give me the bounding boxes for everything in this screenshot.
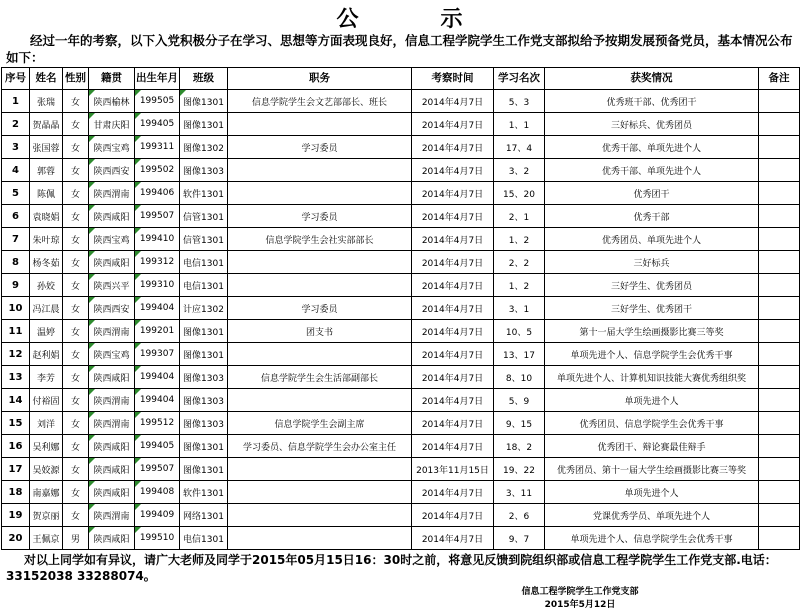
cell-awards: 单项先进个人、计算机知识技能大赛优秀组织奖 — [545, 366, 759, 389]
cell-date: 2014年4月7日 — [412, 136, 494, 159]
cell-name: 赵利娟 — [30, 343, 63, 366]
table-row — [2, 297, 800, 320]
cell-date: 2014年4月7日 — [412, 366, 494, 389]
cell-remark — [759, 504, 800, 527]
cell-birth: 199406 — [135, 182, 180, 205]
cell-gender: 女 — [63, 297, 89, 320]
cell-date: 2014年4月7日 — [412, 481, 494, 504]
table-row — [2, 435, 800, 458]
cell-rank: 2、1 — [494, 205, 545, 228]
cell-name: 孙姣 — [30, 274, 63, 297]
cell-position: 学习委员、信息学院学生会办公室主任 — [228, 435, 412, 458]
cell-no: 5 — [2, 182, 30, 205]
cell-name: 南嘉娜 — [30, 481, 63, 504]
cell-origin: 陕西渭南 — [89, 412, 135, 435]
cell-awards: 第十一届大学生绘画摄影比赛三等奖 — [545, 320, 759, 343]
cell-origin: 陕西咸阳 — [89, 251, 135, 274]
page-title: 公 示 — [336, 6, 465, 32]
cell-class: 网络1301 — [180, 504, 228, 527]
cell-awards: 三好学生、优秀团干 — [545, 297, 759, 320]
cell-gender: 女 — [63, 320, 89, 343]
cell-name: 贺晶晶 — [30, 113, 63, 136]
cell-no: 12 — [2, 343, 30, 366]
cell-birth: 199505 — [135, 90, 180, 113]
table-row — [2, 228, 800, 251]
cell-awards: 单项先进个人 — [545, 481, 759, 504]
cell-gender: 女 — [63, 182, 89, 205]
cell-rank: 1、2 — [494, 274, 545, 297]
table-row — [2, 481, 800, 504]
header-date: 考察时间 — [412, 68, 494, 90]
cell-position: 学习委员 — [228, 136, 412, 159]
cell-remark — [759, 458, 800, 481]
cell-remark — [759, 228, 800, 251]
cell-class: 图像1302 — [180, 136, 228, 159]
header-birth: 出生年月 — [135, 68, 180, 90]
cell-birth: 199512 — [135, 412, 180, 435]
cell-class: 图像1301 — [180, 458, 228, 481]
cell-no: 7 — [2, 228, 30, 251]
table-row — [2, 251, 800, 274]
header-no: 序号 — [2, 68, 30, 90]
table-row — [2, 412, 800, 435]
header-rank: 学习名次 — [494, 68, 545, 90]
cell-awards: 优秀干部、单项先进个人 — [545, 159, 759, 182]
cell-rank: 3、11 — [494, 481, 545, 504]
cell-origin: 陕西咸阳 — [89, 527, 135, 550]
cell-date: 2014年4月7日 — [412, 435, 494, 458]
cell-awards: 优秀团干、辩论赛最佳辩手 — [545, 435, 759, 458]
cell-remark — [759, 343, 800, 366]
cell-awards: 单项先进个人 — [545, 389, 759, 412]
cell-origin: 陕西宝鸡 — [89, 343, 135, 366]
cell-awards: 单项先进个人、信息学院学生会优秀干事 — [545, 527, 759, 550]
cell-birth: 199510 — [135, 527, 180, 550]
cell-position — [228, 343, 412, 366]
cell-position: 信息学院学生会文艺部部长、班长 — [228, 90, 412, 113]
cell-rank: 2、6 — [494, 504, 545, 527]
cell-gender: 女 — [63, 412, 89, 435]
cell-date: 2014年4月7日 — [412, 182, 494, 205]
signature-org: 信息工程学院学生工作党支部 — [521, 587, 639, 597]
cell-position — [228, 159, 412, 182]
cell-position — [228, 389, 412, 412]
table-row — [2, 274, 800, 297]
cell-remark — [759, 435, 800, 458]
header-name: 姓名 — [30, 68, 63, 90]
cell-gender: 女 — [63, 90, 89, 113]
table-header-row — [2, 68, 800, 90]
cell-gender: 女 — [63, 251, 89, 274]
cell-class: 软件1301 — [180, 481, 228, 504]
header-position: 职务 — [228, 68, 412, 90]
cell-position: 信息学院学生会副主席 — [228, 412, 412, 435]
cell-origin: 陕西咸阳 — [89, 481, 135, 504]
cell-rank: 9、15 — [494, 412, 545, 435]
cell-gender: 女 — [63, 159, 89, 182]
cell-class: 图像1303 — [180, 412, 228, 435]
cell-gender: 女 — [63, 274, 89, 297]
cell-class: 图像1301 — [180, 90, 228, 113]
cell-gender: 女 — [63, 205, 89, 228]
header-awards: 获奖情况 — [545, 68, 759, 90]
cell-origin: 陕西宝鸡 — [89, 228, 135, 251]
cell-remark — [759, 182, 800, 205]
cell-position: 信息学院学生会社实部部长 — [228, 228, 412, 251]
cell-origin: 陕西宝鸡 — [89, 136, 135, 159]
cell-date: 2014年4月7日 — [412, 320, 494, 343]
cell-no: 16 — [2, 435, 30, 458]
cell-rank: 1、1 — [494, 113, 545, 136]
cell-name: 陈佩 — [30, 182, 63, 205]
cell-date: 2014年4月7日 — [412, 274, 494, 297]
cell-no: 2 — [2, 113, 30, 136]
cell-no: 14 — [2, 389, 30, 412]
cell-no: 9 — [2, 274, 30, 297]
intro-paragraph: 经过一年的考察，以下入党积极分子在学习、思想等方面表现良好，信息工程学院学生工作党支部拟给予按期发展预备党员，基本情况公布如下： — [6, 33, 793, 65]
header-origin: 籍贯 — [89, 68, 135, 90]
cell-position: 团支书 — [228, 320, 412, 343]
cell-birth: 199201 — [135, 320, 180, 343]
cell-origin: 陕西咸阳 — [89, 205, 135, 228]
cell-no: 6 — [2, 205, 30, 228]
cell-birth: 199404 — [135, 389, 180, 412]
cell-gender: 女 — [63, 389, 89, 412]
cell-origin: 陕西渭南 — [89, 320, 135, 343]
cell-birth: 199405 — [135, 435, 180, 458]
cell-rank: 15、20 — [494, 182, 545, 205]
cell-position — [228, 251, 412, 274]
cell-rank: 17、4 — [494, 136, 545, 159]
cell-class: 软件1301 — [180, 182, 228, 205]
cell-position — [228, 504, 412, 527]
cell-no: 4 — [2, 159, 30, 182]
table-row — [2, 389, 800, 412]
cell-birth: 199410 — [135, 228, 180, 251]
cell-no: 11 — [2, 320, 30, 343]
cell-position — [228, 274, 412, 297]
table-row — [2, 504, 800, 527]
table-row — [2, 205, 800, 228]
cell-date: 2014年4月7日 — [412, 412, 494, 435]
cell-awards: 三好标兵 — [545, 251, 759, 274]
cell-awards: 优秀团员、第十一届大学生绘画摄影比赛三等奖 — [545, 458, 759, 481]
cell-birth: 199502 — [135, 159, 180, 182]
cell-class: 图像1301 — [180, 343, 228, 366]
cell-class: 信管1301 — [180, 228, 228, 251]
cell-birth: 199409 — [135, 504, 180, 527]
cell-gender: 女 — [63, 228, 89, 251]
cell-name: 王佩京 — [30, 527, 63, 550]
cell-remark — [759, 412, 800, 435]
cell-birth: 199405 — [135, 113, 180, 136]
cell-remark — [759, 527, 800, 550]
cell-position: 学习委员 — [228, 297, 412, 320]
table-row — [2, 90, 800, 113]
cell-awards: 优秀团员、信息学院学生会优秀干事 — [545, 412, 759, 435]
cell-name: 吴姣源 — [30, 458, 63, 481]
cell-remark — [759, 481, 800, 504]
cell-gender: 女 — [63, 435, 89, 458]
cell-position: 学习委员 — [228, 205, 412, 228]
cell-date: 2014年4月7日 — [412, 343, 494, 366]
signature-date: 2015年5月12日 — [544, 600, 616, 610]
cell-name: 郭蓉 — [30, 159, 63, 182]
cell-remark — [759, 389, 800, 412]
cell-class: 图像1303 — [180, 366, 228, 389]
cell-birth: 199307 — [135, 343, 180, 366]
cell-birth: 199404 — [135, 366, 180, 389]
header-class: 班级 — [180, 68, 228, 90]
cell-date: 2014年4月7日 — [412, 159, 494, 182]
cell-awards: 优秀团干 — [545, 182, 759, 205]
cell-birth: 199310 — [135, 274, 180, 297]
cell-date: 2013年11月15日 — [412, 458, 494, 481]
cell-no: 15 — [2, 412, 30, 435]
cell-awards: 党课优秀学员、单项先进个人 — [545, 504, 759, 527]
cell-origin: 陕西渭南 — [89, 389, 135, 412]
cell-date: 2014年4月7日 — [412, 113, 494, 136]
table-row — [2, 527, 800, 550]
table-row — [2, 113, 800, 136]
cell-no: 18 — [2, 481, 30, 504]
cell-birth: 199507 — [135, 205, 180, 228]
cell-name: 付裕固 — [30, 389, 63, 412]
cell-origin: 陕西榆林 — [89, 90, 135, 113]
cell-name: 刘洋 — [30, 412, 63, 435]
cell-class: 图像1301 — [180, 320, 228, 343]
table-row — [2, 343, 800, 366]
cell-position — [228, 481, 412, 504]
cell-remark — [759, 251, 800, 274]
cell-name: 朱叶琼 — [30, 228, 63, 251]
cell-date: 2014年4月7日 — [412, 90, 494, 113]
cell-name: 张国蓉 — [30, 136, 63, 159]
cell-position — [228, 527, 412, 550]
cell-remark — [759, 136, 800, 159]
cell-gender: 男 — [63, 527, 89, 550]
cell-origin: 陕西西安 — [89, 159, 135, 182]
cell-rank: 18、2 — [494, 435, 545, 458]
cell-rank: 8、10 — [494, 366, 545, 389]
cell-position — [228, 182, 412, 205]
cell-remark — [759, 320, 800, 343]
cell-rank: 5、9 — [494, 389, 545, 412]
cell-name: 贺京丽 — [30, 504, 63, 527]
cell-gender: 女 — [63, 343, 89, 366]
cell-no: 1 — [2, 90, 30, 113]
cell-name: 张瑞 — [30, 90, 63, 113]
cell-birth: 199312 — [135, 251, 180, 274]
cell-birth: 199408 — [135, 481, 180, 504]
cell-birth: 199404 — [135, 297, 180, 320]
cell-remark — [759, 113, 800, 136]
cell-rank: 3、2 — [494, 159, 545, 182]
cell-class: 计应1302 — [180, 297, 228, 320]
cell-name: 袁晓娟 — [30, 205, 63, 228]
cell-rank: 2、2 — [494, 251, 545, 274]
cell-rank: 9、7 — [494, 527, 545, 550]
cell-no: 20 — [2, 527, 30, 550]
cell-rank: 19、22 — [494, 458, 545, 481]
cell-awards: 优秀干部、单项先进个人 — [545, 136, 759, 159]
cell-date: 2014年4月7日 — [412, 205, 494, 228]
candidate-table — [1, 67, 800, 550]
cell-name: 李芳 — [30, 366, 63, 389]
cell-class: 图像1303 — [180, 389, 228, 412]
cell-remark — [759, 274, 800, 297]
cell-date: 2014年4月7日 — [412, 527, 494, 550]
header-remark: 备注 — [759, 68, 800, 90]
cell-origin: 陕西渭南 — [89, 504, 135, 527]
cell-origin: 陕西西安 — [89, 297, 135, 320]
cell-name: 吴利娜 — [30, 435, 63, 458]
cell-position — [228, 113, 412, 136]
cell-gender: 女 — [63, 136, 89, 159]
cell-name: 冯江晨 — [30, 297, 63, 320]
header-gender: 性别 — [63, 68, 89, 90]
cell-gender: 女 — [63, 504, 89, 527]
cell-gender: 女 — [63, 481, 89, 504]
cell-date: 2014年4月7日 — [412, 504, 494, 527]
objection-notice: 对以上同学如有异议，请广大老师及同学于2015年05月15日16：30时之前，将意见反馈到院组织部或信息工程学院学生工作党支部.电话：33152038 33288074。 — [6, 553, 777, 583]
cell-gender: 女 — [63, 366, 89, 389]
table-row — [2, 320, 800, 343]
table-row — [2, 458, 800, 481]
cell-class: 图像1301 — [180, 435, 228, 458]
cell-birth: 199311 — [135, 136, 180, 159]
cell-awards: 三好学生、优秀团员 — [545, 274, 759, 297]
cell-remark — [759, 90, 800, 113]
cell-position: 信息学院学生会生活部副部长 — [228, 366, 412, 389]
cell-class: 图像1303 — [180, 159, 228, 182]
cell-class: 电信1301 — [180, 251, 228, 274]
cell-awards: 单项先进个人、信息学院学生会优秀干事 — [545, 343, 759, 366]
cell-rank: 3、1 — [494, 297, 545, 320]
cell-origin: 陕西兴平 — [89, 274, 135, 297]
table-row — [2, 366, 800, 389]
cell-origin: 甘肃庆阳 — [89, 113, 135, 136]
cell-date: 2014年4月7日 — [412, 389, 494, 412]
cell-awards: 三好标兵、优秀团员 — [545, 113, 759, 136]
cell-date: 2014年4月7日 — [412, 297, 494, 320]
cell-rank: 13、17 — [494, 343, 545, 366]
cell-awards: 优秀班干部、优秀团干 — [545, 90, 759, 113]
cell-remark — [759, 297, 800, 320]
cell-no: 3 — [2, 136, 30, 159]
cell-birth: 199507 — [135, 458, 180, 481]
table-body — [2, 90, 800, 550]
cell-origin: 陕西咸阳 — [89, 458, 135, 481]
cell-remark — [759, 205, 800, 228]
cell-class: 电信1301 — [180, 274, 228, 297]
table-row — [2, 182, 800, 205]
signature-block — [480, 586, 680, 612]
cell-origin: 陕西渭南 — [89, 182, 135, 205]
cell-position — [228, 458, 412, 481]
cell-gender: 女 — [63, 458, 89, 481]
cell-origin: 陕西咸阳 — [89, 366, 135, 389]
cell-date: 2014年4月7日 — [412, 228, 494, 251]
cell-rank: 10、5 — [494, 320, 545, 343]
table-row — [2, 159, 800, 182]
cell-no: 8 — [2, 251, 30, 274]
cell-class: 电信1301 — [180, 527, 228, 550]
cell-no: 19 — [2, 504, 30, 527]
cell-origin: 陕西咸阳 — [89, 435, 135, 458]
cell-no: 10 — [2, 297, 30, 320]
cell-awards: 优秀团员、单项先进个人 — [545, 228, 759, 251]
cell-rank: 5、3 — [494, 90, 545, 113]
cell-remark — [759, 366, 800, 389]
cell-class: 信管1301 — [180, 205, 228, 228]
cell-class: 图像1301 — [180, 113, 228, 136]
cell-name: 温婷 — [30, 320, 63, 343]
cell-no: 13 — [2, 366, 30, 389]
cell-gender: 女 — [63, 113, 89, 136]
cell-date: 2014年4月7日 — [412, 251, 494, 274]
cell-no: 17 — [2, 458, 30, 481]
table-row — [2, 136, 800, 159]
cell-name: 杨冬茹 — [30, 251, 63, 274]
cell-awards: 优秀干部 — [545, 205, 759, 228]
cell-rank: 1、2 — [494, 228, 545, 251]
cell-remark — [759, 159, 800, 182]
